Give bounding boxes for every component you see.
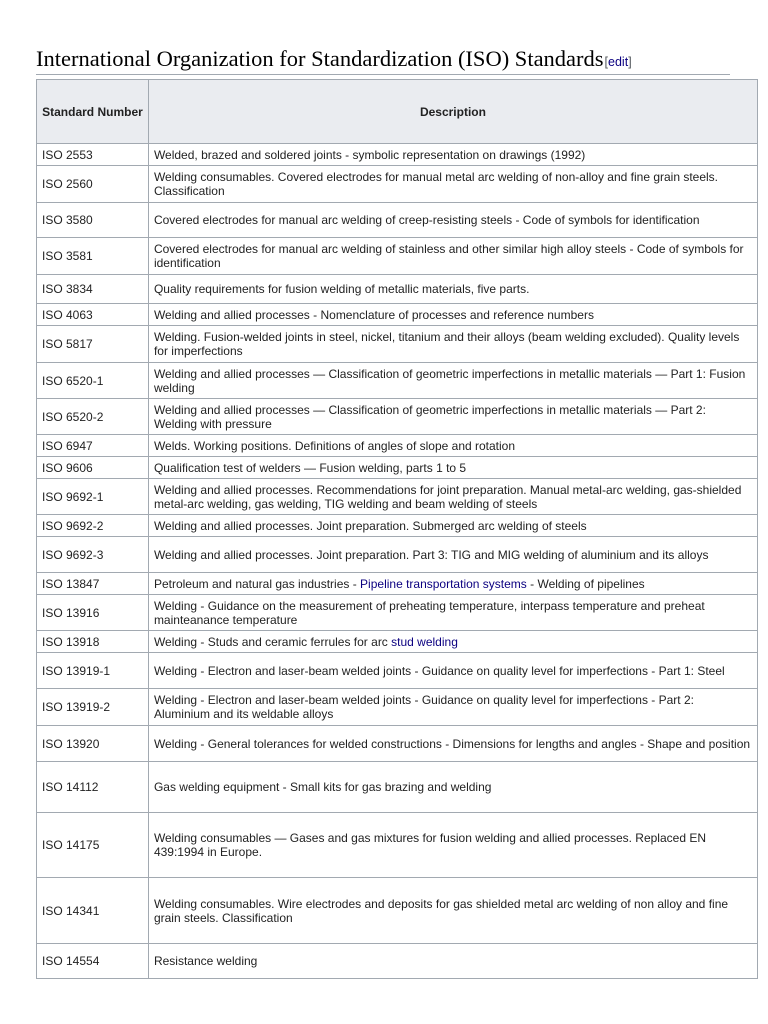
standard-description: Welding and allied processes. Recommendations for joint preparation. Manual metal-arc welding, gas-shielded metal-arc welding, gas welding, TIG welding and beam welding of steels [148, 479, 757, 515]
section-title: International Organization for Standardization (ISO) Standards [36, 46, 604, 71]
standard-description: Welding and allied processes. Joint preparation. Submerged arc welding of steels [148, 515, 757, 537]
table-row [37, 573, 758, 595]
standard-number: ISO 13919-1 [37, 653, 149, 689]
description-text: Petroleum and natural gas industries - [153, 576, 361, 591]
standard-number: ISO 9692-2 [37, 515, 149, 537]
standard-number: ISO 13919-2 [37, 689, 149, 726]
table-row [37, 304, 758, 326]
standard-number: ISO 13918 [37, 631, 149, 653]
standard-number: ISO 6520-2 [37, 399, 149, 435]
section-heading [36, 46, 730, 75]
edit-section [605, 55, 632, 69]
standard-description: Welding. Fusion-welded joints in steel, nickel, titanium and their alloys (beam welding excluded). Quality levels for imperfections [148, 326, 757, 363]
standard-description: Welding consumables. Covered electrodes for manual metal arc welding of non-alloy and fine grain steels. Classification [148, 166, 757, 203]
table-row [37, 762, 758, 813]
standard-number: ISO 13916 [37, 595, 149, 631]
standard-description: Welding - Electron and laser-beam welded joints - Guidance on quality level for imperfections - Part 1: Steel [148, 653, 757, 689]
standard-description: Welding - Guidance on the measurement of preheating temperature, interpass temperature and preheat mainteanance temperature [148, 595, 757, 631]
description-text: - Welding of pipelines [526, 576, 645, 591]
table-row [37, 363, 758, 399]
standard-description: Covered electrodes for manual arc welding of creep-resisting steels - Code of symbols for identification [148, 203, 757, 238]
table-row [37, 166, 758, 203]
table-row [37, 726, 758, 762]
standard-description [148, 573, 757, 595]
standard-number: ISO 13920 [37, 726, 149, 762]
table-row [37, 631, 758, 653]
table-header-row [37, 80, 758, 144]
standard-number: ISO 3834 [37, 275, 149, 304]
standard-number: ISO 3581 [37, 238, 149, 275]
table-row [37, 238, 758, 275]
standard-number: ISO 6520-1 [37, 363, 149, 399]
standard-description: Welding consumables — Gases and gas mixtures for fusion welding and allied processes. Replaced EN 439:1994 in Europe. [148, 813, 757, 878]
iso-standards-table [36, 79, 758, 979]
edit-bracket-open: [ [604, 55, 609, 69]
table-row [37, 878, 758, 944]
table-row [37, 537, 758, 573]
standard-number: ISO 14341 [37, 878, 149, 944]
standard-description: Gas welding equipment - Small kits for gas brazing and welding [148, 762, 757, 813]
standard-number: ISO 14175 [37, 813, 149, 878]
table-row [37, 275, 758, 304]
table-row [37, 457, 758, 479]
standard-number: ISO 4063 [37, 304, 149, 326]
table-row [37, 435, 758, 457]
standard-description: Quality requirements for fusion welding of metallic materials, five parts. [148, 275, 757, 304]
standard-description: Welding and allied processes — Classification of geometric imperfections in metallic materials — Part 2: Welding with pressure [148, 399, 757, 435]
table-row [37, 944, 758, 979]
standard-description: Welding - Electron and laser-beam welded joints - Guidance on quality level for imperfections - Part 2: Aluminium and its weldable alloys [148, 689, 757, 726]
standard-description: Welding and allied processes - Nomenclature of processes and reference numbers [148, 304, 757, 326]
table-row [37, 595, 758, 631]
standard-number: ISO 9692-3 [37, 537, 149, 573]
standard-description: Welding and allied processes. Joint preparation. Part 3: TIG and MIG welding of aluminium and its alloys [148, 537, 757, 573]
standard-number: ISO 2553 [37, 144, 149, 166]
pipeline-transportation-systems-link[interactable]: Pipeline transportation systems [360, 576, 527, 591]
column-header-description[interactable]: Description [148, 80, 757, 144]
standard-description: Welding - General tolerances for welded constructions - Dimensions for lengths and angles - Shape and position [148, 726, 757, 762]
standard-description: Welding consumables. Wire electrodes and deposits for gas shielded metal arc welding of non alloy and fine grain steels. Classification [148, 878, 757, 944]
table-row [37, 813, 758, 878]
standard-number: ISO 9692-1 [37, 479, 149, 515]
table-row [37, 203, 758, 238]
standard-description: Qualification test of welders — Fusion welding, parts 1 to 5 [148, 457, 757, 479]
column-header-standard-number[interactable]: Standard Number [37, 80, 149, 144]
edit-link[interactable]: edit [608, 55, 629, 69]
standard-number: ISO 14554 [37, 944, 149, 979]
standard-number: ISO 6947 [37, 435, 149, 457]
standard-number: ISO 3580 [37, 203, 149, 238]
standard-number: ISO 14112 [37, 762, 149, 813]
standard-description: Covered electrodes for manual arc welding of stainless and other similar high alloy steels - Code of symbols for identification [148, 238, 757, 275]
standard-number: ISO 5817 [37, 326, 149, 363]
table-row [37, 689, 758, 726]
standard-description: Welding and allied processes — Classification of geometric imperfections in metallic materials — Part 1: Fusion welding [148, 363, 757, 399]
standard-number: ISO 9606 [37, 457, 149, 479]
standard-description: Welds. Working positions. Definitions of angles of slope and rotation [148, 435, 757, 457]
table-row [37, 515, 758, 537]
table-row [37, 399, 758, 435]
standard-description: Welded, brazed and soldered joints - symbolic representation on drawings (1992) [148, 144, 757, 166]
table-row [37, 479, 758, 515]
table-row [37, 653, 758, 689]
standard-description [148, 631, 757, 653]
standard-description: Resistance welding [148, 944, 757, 979]
edit-bracket-close: ] [628, 55, 632, 69]
table-row [37, 326, 758, 363]
stud-welding-link[interactable]: stud welding [391, 634, 458, 649]
standard-number: ISO 2560 [37, 166, 149, 203]
standard-number: ISO 13847 [37, 573, 149, 595]
table-row [37, 144, 758, 166]
description-text: Welding - Studs and ceramic ferrules for arc [153, 634, 392, 649]
